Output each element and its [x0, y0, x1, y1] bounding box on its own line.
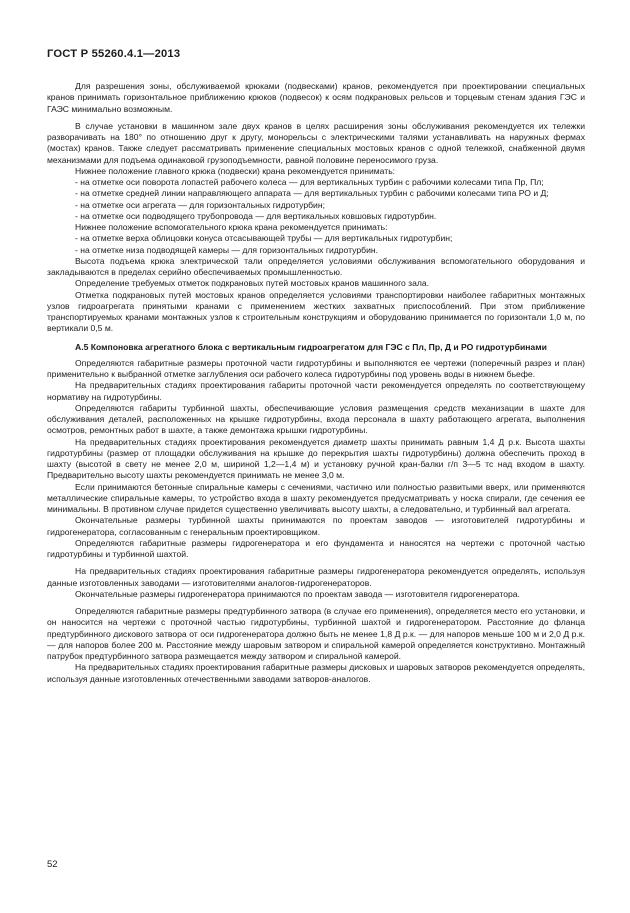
paragraph: Окончательные размеры гидрогенератора принимаются по проектам завода — изготовителя гидрогенератора. — [75, 588, 520, 599]
paragraph: В случае установки в машинном зале двух кранов в целях расширения зоны обслуживания рекомендуется их тележки разворачивать на 180° по отношению друг к другу, монорельсы с электрическими талями устанавливать на наружных фермах (мостах) кранов. Также следует рассматривать применение специальных мостовых кранов с одной тележкой, снабженной двумя механизмами для подъема одинаковой грузоподъемности, равной половине переносимого груза. — [47, 120, 585, 165]
paragraph: Определение требуемых отметок подкрановых путей мостовых кранов машинного зала. — [75, 278, 430, 289]
list-item: - на отметке низа подводящей камеры — для горизонтальных гидротурбин. — [75, 244, 379, 255]
list-item: - на отметке оси агрегата — для горизонтальных гидротурбин; — [75, 199, 325, 210]
list-item: - на отметке средней линии направляющего аппарата — для вертикальных турбин с рабочими колесами типа РО и Д; — [75, 188, 549, 199]
paragraph: Отметка подкрановых путей мостовых кранов определяется условиями транспортировки наиболее габаритных монтажных узлов гидроагрегата принятыми кранами с применением жестких захватных приспособлений. При этом приближение транспортируемых кранами монтажных узлов к строительным конструкциям и оборудованию принимается по горизонтали 1,0 м, по вертикали 0,5 м. — [47, 289, 585, 334]
paragraph: Нижнее положение главного крюка (подвески) крана рекомендуется принимать: — [75, 165, 396, 176]
list-item: - на отметке оси поворота лопастей рабочего колеса — для вертикальных турбин с рабочими колесами типа Пр, Пл; — [75, 177, 544, 187]
paragraph: Определяются габариты турбинной шахты, обеспечивающие условия размещения средств механизации в шахте для обслуживания деталей, расположенных на крышке гидротурбины, входа персонала в шахту работающего агрегата, выполнения осмотров, ремонтных работ в шахте, а также демонтажа крышки гидротурбины. — [47, 402, 585, 436]
paragraph: На предварительных стадиях проектирования габаритные размеры гидрогенератора рекомендуется определять, используя данные изготовленных заводами — изготовителями аналогов-гидрогенераторов. — [47, 566, 585, 588]
paragraph: На предварительных стадиях проектирования габариты проточной части рекомендуется определять по соответствующему нормативу на гидротурбины. — [47, 380, 585, 402]
paragraph: На предварительных стадиях проектирования рекомендуется диаметр шахты принимать равным 1,4 Д р.к. Высота шахты гидротурбины (размер от площадки обслуживания на крышке до перекрытия шахты гидротурбины) должна обеспечить проход в шахту (высотой в свету не менее 2,0 м, шириной 1,2—1,4 м) и установку ручной кран-балки г/п 3—5 тс над входом в шахту. Предварительно высоту шахты рекомендуется принимать не менее 3,0 м. — [47, 436, 585, 481]
paragraph: Если принимаются бетонные спиральные камеры с сечениями, частично или полностью развитыми вверх, или применяются металлические спиральные камеры, то устройство входа в шахту рекомендуется предусматривать у носка спирали, где сечения ее минимальны. В противном случае придется существенно увеличивать высоту шахты, а следовательно, и турбинный вал агрегата. — [47, 481, 585, 514]
page-header: ГОСТ Р 55260.4.1—2013 — [47, 48, 181, 60]
paragraph: Определяются габаритные размеры предтурбинного затвора (в случае его применения), определяется место его установки, и он наносится на чертежи с проточной частью гидротурбины, турбинной шахтой и гидрогенератором. Расстояние до фланца предтурбинного дискового затвора от оси гидрогенератора должно быть не менее 1,8 Д р.к. — для напоров меньше 100 м и 2,0 Д р.к. — для напоров более 200 м. Расстояние между шаровым затвором и спиральной камерой определяется конструктивно. Монтажный патрубок предтурбинного затвора размещается между затвором и спиральной камерой. — [47, 606, 585, 661]
paragraph: Определяются габаритные размеры гидрогенератора и его фундамента и наносятся на чертежи с проточной частью гидротурбины и турбинной шахтой. — [47, 537, 585, 559]
section-title: А.5 Компоновка агрегатного блока с вертикальным гидроагрегатом для ГЭС с Пл, Пр, Д и РО гидротурбинами — [75, 341, 547, 352]
document-body — [47, 81, 585, 685]
list-item: - на отметке оси подводящего трубопровода — для вертикальных ковшовых гидротурбин. — [75, 210, 437, 221]
paragraph: Нижнее положение вспомогательного крюка крана рекомендуется принимать: — [75, 222, 388, 232]
paragraph: На предварительных стадиях проектирования габаритные размеры дисковых и шаровых затворов рекомендуется определять, используя данные изготовленных отечественными заводами затворов-аналогов. — [47, 662, 585, 684]
list-item: - на отметке верха облицовки конуса отсасывающей трубы — для вертикальных гидротурбин; — [75, 233, 453, 244]
paragraph: Окончательные размеры турбинной шахты принимаются по проектам заводов — изготовителей гидротурбины и гидрогенератора, согласованным с генеральным проектировщиком. — [47, 515, 585, 537]
paragraph: Определяются габаритные размеры проточной части гидротурбины и выполняются ее чертежи (поперечный разрез и план) применительно к выбранной отметке заглубления оси рабочего колеса гидротурбины под уровень воды в нижнем бьефе. — [47, 357, 585, 379]
paragraph: Для разрешения зоны, обслуживаемой крюками (подвесками) кранов, рекомендуется при проектировании специальных кранов принимать горизонтальное приближению крюков (подвесок) к осям подкрановых рельсов и торцевым стенам здания ГЭС и ГАЭС минимально возможным. — [47, 81, 585, 114]
page-number: 52 — [47, 859, 58, 870]
paragraph: Высота подъема крюка электрической тали определяется условиями обслуживания вспомогательного оборудования и закладываются в пределах серийно обеспечиваемых промышленностью. — [47, 255, 585, 277]
